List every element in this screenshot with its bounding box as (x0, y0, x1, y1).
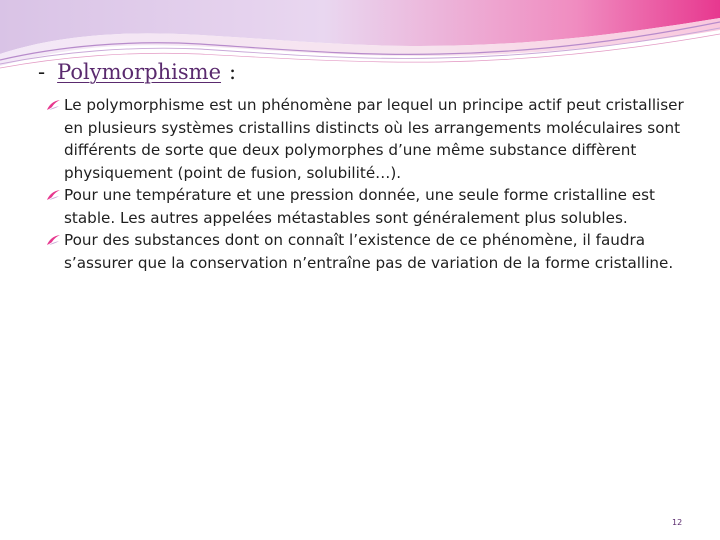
slide-number: 12 (672, 518, 683, 527)
bullet-item (46, 94, 686, 184)
bullet-text: Pour une température et une pression donnée, une seule forme cristalline est stable. Les autres appelées métastables sont généralement plus solubles. (64, 186, 656, 227)
bullet-text: Le polymorphisme est un phénomène par lequel un principe actif peut cristalliser en plusieurs systèmes cristallins distincts où les arrangements moléculaires sont différents de sorte que deux polymorphes d’une même substance diffèrent physiquement (point de fusion, solubilité…). (64, 96, 684, 182)
title-text: Polymorphisme (57, 60, 222, 84)
bullet-list (46, 94, 686, 274)
wing-bullet-icon (46, 188, 61, 202)
title-dash: - (38, 60, 46, 84)
title-colon: : (229, 60, 237, 84)
bullet-text: Pour des substances dont on connaît l’existence de ce phénomène, il faudra s’assurer que la conservation n’entraîne pas de variation de la forme cristalline. (64, 231, 674, 272)
wing-bullet-icon (46, 233, 61, 247)
slide-title (38, 60, 236, 84)
bullet-item (46, 184, 686, 229)
wing-bullet-icon (46, 98, 61, 112)
bullet-item (46, 229, 686, 274)
